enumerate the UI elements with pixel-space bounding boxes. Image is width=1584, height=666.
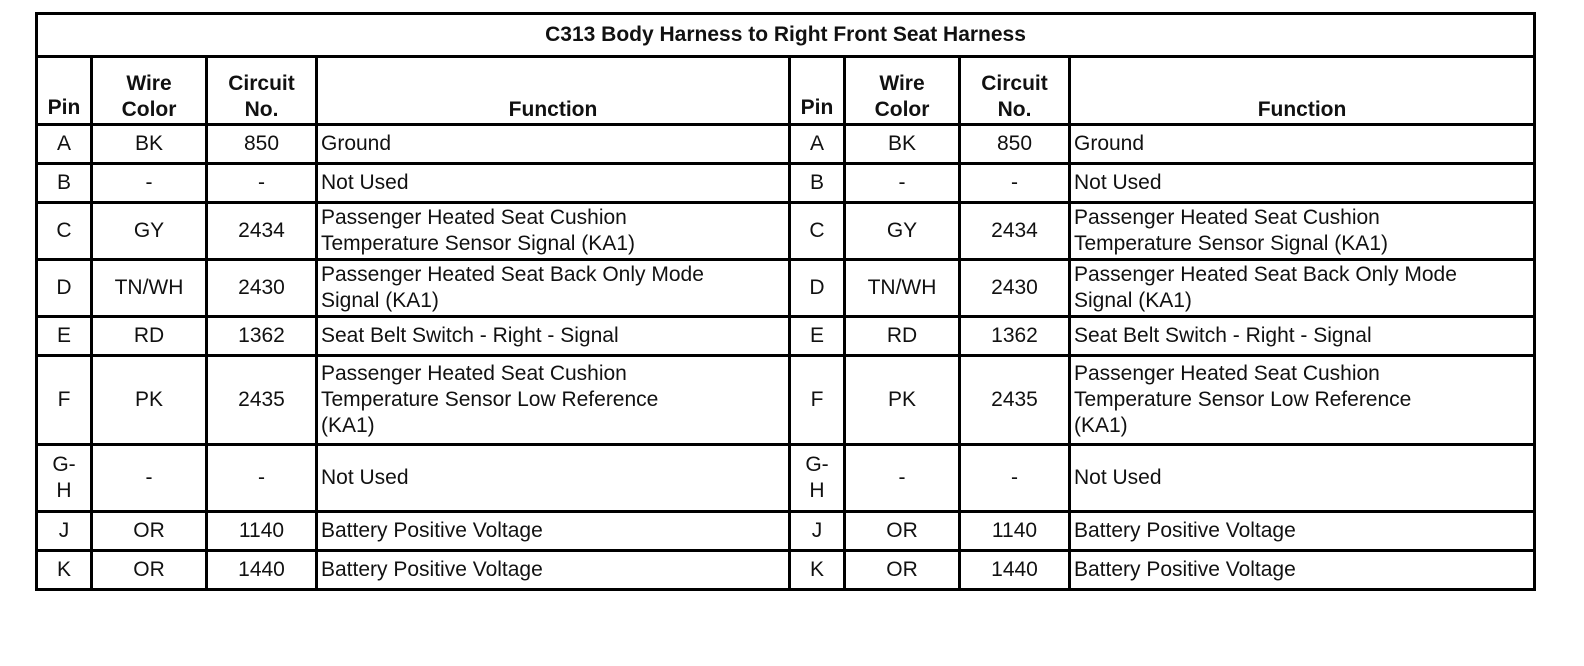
connector-table: [35, 12, 1536, 591]
function-line: Temperature Sensor Signal (KA1): [321, 232, 635, 255]
wire-color-cell: -: [92, 164, 207, 203]
header-wire-color: [845, 57, 960, 125]
pin-cell: B: [37, 164, 92, 203]
pin-cell: E: [37, 317, 92, 356]
header-circuit-line-2: No.: [244, 98, 279, 121]
function-cell: [1070, 356, 1535, 445]
wire-color-cell: OR: [845, 551, 960, 590]
function-cell: [317, 203, 790, 260]
wire-color-cell: GY: [92, 203, 207, 260]
header-wire-color-line-1: Wire: [879, 72, 925, 95]
header-circuit-no: [960, 57, 1070, 125]
wire-color-cell: -: [92, 445, 207, 512]
circuit-cell: 850: [960, 125, 1070, 164]
circuit-cell: -: [960, 445, 1070, 512]
function-cell: Battery Positive Voltage: [317, 551, 790, 590]
table-row: [37, 125, 1535, 164]
wire-color-cell: OR: [92, 551, 207, 590]
circuit-cell: 1362: [207, 317, 317, 356]
pin-cell: C: [37, 203, 92, 260]
pin-cell: C: [790, 203, 845, 260]
header-circuit-line-1: Circuit: [981, 72, 1048, 95]
table-row: [37, 260, 1535, 317]
function-line: Passenger Heated Seat Back Only Mode: [321, 263, 704, 286]
pin-cell: J: [790, 512, 845, 551]
wire-color-cell: RD: [92, 317, 207, 356]
function-line: Temperature Sensor Low Reference: [321, 388, 659, 411]
function-line: (KA1): [321, 414, 375, 437]
pin-cell: F: [790, 356, 845, 445]
function-line: Passenger Heated Seat Cushion: [1074, 206, 1380, 229]
header-wire-color-line-2: Color: [121, 98, 177, 121]
function-cell: Not Used: [1070, 164, 1535, 203]
pin-line: H: [56, 479, 72, 502]
pin-cell: A: [37, 125, 92, 164]
header-circuit-line-2: No.: [997, 98, 1032, 121]
wire-color-cell: GY: [845, 203, 960, 260]
wire-color-cell: -: [845, 445, 960, 512]
circuit-cell: -: [207, 164, 317, 203]
pin-cell: [37, 445, 92, 512]
function-line: Passenger Heated Seat Back Only Mode: [1074, 263, 1457, 286]
function-cell: Seat Belt Switch - Right - Signal: [1070, 317, 1535, 356]
circuit-cell: 2435: [207, 356, 317, 445]
circuit-cell: -: [207, 445, 317, 512]
table-row: [37, 445, 1535, 512]
circuit-cell: 1440: [960, 551, 1070, 590]
circuit-cell: -: [960, 164, 1070, 203]
header-function: Function: [1070, 57, 1535, 125]
table-row: [37, 356, 1535, 445]
function-cell: [317, 260, 790, 317]
pin-cell: K: [790, 551, 845, 590]
function-cell: Ground: [317, 125, 790, 164]
circuit-cell: 2435: [960, 356, 1070, 445]
pin-cell: K: [37, 551, 92, 590]
wire-color-cell: BK: [845, 125, 960, 164]
function-cell: Not Used: [317, 164, 790, 203]
pin-cell: D: [37, 260, 92, 317]
function-cell: [1070, 260, 1535, 317]
table-row: [37, 203, 1535, 260]
wire-color-cell: TN/WH: [845, 260, 960, 317]
pin-cell: [790, 445, 845, 512]
circuit-cell: 1440: [207, 551, 317, 590]
wire-color-cell: RD: [845, 317, 960, 356]
function-line: Passenger Heated Seat Cushion: [321, 206, 627, 229]
function-cell: Battery Positive Voltage: [317, 512, 790, 551]
circuit-cell: 2434: [207, 203, 317, 260]
circuit-cell: 1140: [960, 512, 1070, 551]
function-line: Signal (KA1): [321, 289, 439, 312]
table-row: [37, 317, 1535, 356]
header-circuit-no: [207, 57, 317, 125]
wire-color-cell: PK: [845, 356, 960, 445]
function-cell: Battery Positive Voltage: [1070, 512, 1535, 551]
circuit-cell: 1362: [960, 317, 1070, 356]
pin-line: G-: [52, 453, 76, 476]
wire-color-cell: OR: [92, 512, 207, 551]
function-line: Temperature Sensor Signal (KA1): [1074, 232, 1388, 255]
header-circuit-line-1: Circuit: [228, 72, 295, 95]
function-cell: [317, 356, 790, 445]
function-cell: Not Used: [1070, 445, 1535, 512]
pin-cell: A: [790, 125, 845, 164]
circuit-cell: 2430: [207, 260, 317, 317]
function-cell: Not Used: [317, 445, 790, 512]
wire-color-cell: -: [845, 164, 960, 203]
function-cell: Ground: [1070, 125, 1535, 164]
function-cell: Battery Positive Voltage: [1070, 551, 1535, 590]
table-row: [37, 551, 1535, 590]
header-wire-color-line-2: Color: [874, 98, 930, 121]
wire-color-cell: BK: [92, 125, 207, 164]
function-cell: [1070, 203, 1535, 260]
pin-cell: B: [790, 164, 845, 203]
function-line: Signal (KA1): [1074, 289, 1192, 312]
header-pin: Pin: [37, 57, 92, 125]
table-row: [37, 164, 1535, 203]
table-title: C313 Body Harness to Right Front Seat Harness: [37, 14, 1535, 57]
circuit-cell: 850: [207, 125, 317, 164]
header-wire-color-line-1: Wire: [126, 72, 172, 95]
function-line: (KA1): [1074, 414, 1128, 437]
pin-cell: E: [790, 317, 845, 356]
header-wire-color: [92, 57, 207, 125]
pin-line: G-: [805, 453, 829, 476]
circuit-cell: 1140: [207, 512, 317, 551]
function-line: Passenger Heated Seat Cushion: [1074, 362, 1380, 385]
header-function: Function: [317, 57, 790, 125]
header-pin: Pin: [790, 57, 845, 125]
function-line: Passenger Heated Seat Cushion: [321, 362, 627, 385]
function-cell: Seat Belt Switch - Right - Signal: [317, 317, 790, 356]
pin-cell: D: [790, 260, 845, 317]
table-row: [37, 512, 1535, 551]
wire-color-cell: TN/WH: [92, 260, 207, 317]
wire-color-cell: PK: [92, 356, 207, 445]
header-row: [37, 57, 1535, 125]
pin-cell: F: [37, 356, 92, 445]
function-line: Temperature Sensor Low Reference: [1074, 388, 1412, 411]
circuit-cell: 2430: [960, 260, 1070, 317]
pin-line: H: [809, 479, 825, 502]
circuit-cell: 2434: [960, 203, 1070, 260]
pin-cell: J: [37, 512, 92, 551]
table-title-row: [37, 14, 1535, 57]
wire-color-cell: OR: [845, 512, 960, 551]
